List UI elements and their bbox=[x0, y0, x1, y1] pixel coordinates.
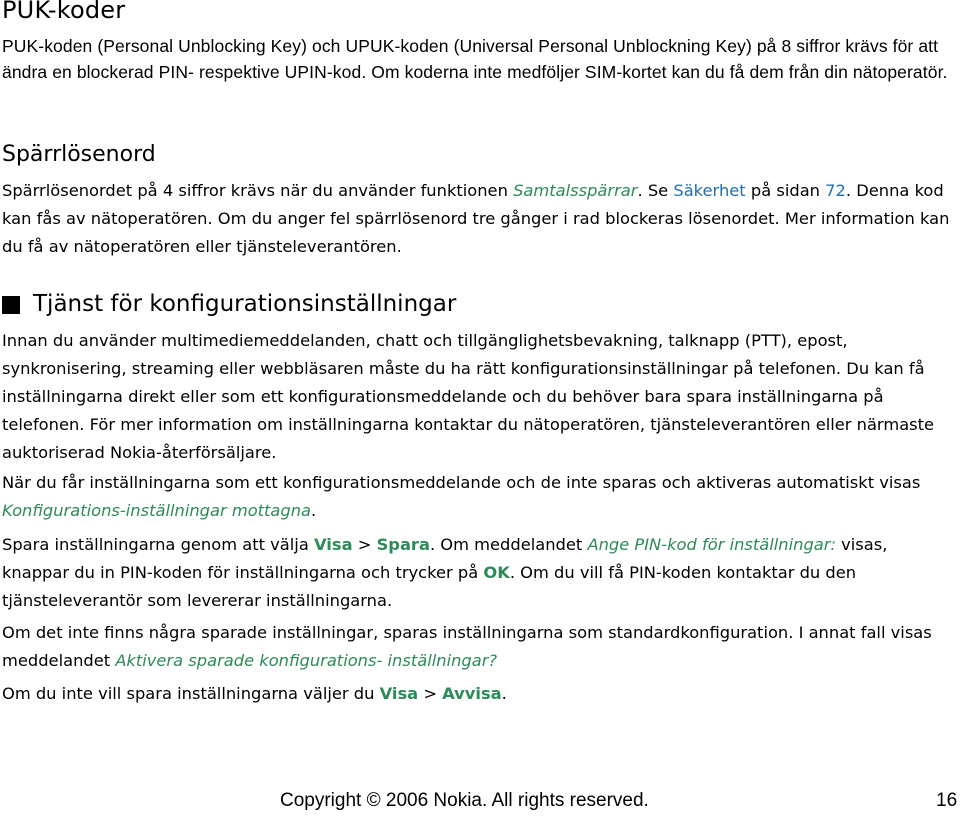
p4-text-a: Om det inte finns några sparade inställningar, sparas inställningarna som standardkonfiguration. I annat fall visas meddelandet bbox=[2, 623, 932, 670]
config-paragraph-1: Innan du använder multimediemeddelanden, chatt och tillgänglighetsbevakning, talknapp (PTT), epost, synkronisering, streaming eller webbläsaren måste du ha rätt konfigurationsinställningar på telefonen. Du kan få inställningarna direkt eller som ett konfigurationsmeddelande och du behöver bara spara inställningarna på telefonen. För mer information om inställningarna kontaktar du nätoperatören, tjänsteleverantören eller närmaste auktoriserad Nokia-återförsäljare. bbox=[2, 331, 935, 462]
view-option: Visa bbox=[313, 535, 353, 554]
black-square-icon bbox=[2, 296, 20, 314]
p5-text-a: Om du inte vill spara inställningarna väljer du bbox=[2, 684, 380, 703]
p3-text-c: visas, knappar du in PIN-koden för inställningarna och trycker på bbox=[2, 535, 888, 582]
config-received-message: Konfigurations-inställningar mottagna bbox=[2, 501, 312, 520]
p3-text-d: . Om du vill få PIN-koden kontaktar du den tjänsteleverantör som levererar inställningarna. bbox=[2, 563, 857, 610]
barring-heading: Spärrlösenord bbox=[2, 142, 156, 167]
config-paragraph-4 bbox=[2, 619, 954, 675]
p2-text-b: . bbox=[311, 501, 317, 520]
p5-separator: > bbox=[418, 684, 443, 703]
barring-paragraph bbox=[2, 177, 952, 261]
p3-separator: > bbox=[352, 535, 377, 554]
puk-heading: PUK-koder bbox=[2, 0, 126, 24]
page-number: 16 bbox=[936, 790, 958, 811]
enter-pin-message: Ange PIN-kod för inställningar: bbox=[587, 535, 836, 554]
config-heading: Tjänst för konfigurationsinställningar bbox=[33, 291, 457, 317]
reject-option: Avvisa bbox=[442, 684, 502, 703]
config-paragraph-3 bbox=[2, 531, 954, 615]
config-section-header bbox=[2, 291, 456, 317]
p3-text-b: . Om meddelandet bbox=[429, 535, 588, 554]
barring-text-2: . Se bbox=[637, 181, 674, 200]
barring-text-1: Spärrlösenordet på 4 siffror krävs när du använder funktionen bbox=[2, 181, 514, 200]
p2-text-a: När du får inställningarna som ett konfigurationsmeddelande och de inte sparas och aktiveras automatiskt visas bbox=[2, 473, 921, 492]
barring-text-3: på sidan bbox=[745, 181, 826, 200]
copyright-footer: Copyright © 2006 Nokia. All rights reserved. bbox=[280, 790, 649, 811]
view-option-2: Visa bbox=[379, 684, 419, 703]
save-option: Spara bbox=[376, 535, 430, 554]
security-link[interactable]: Säkerhet bbox=[673, 181, 746, 200]
p3-text-a: Spara inställningarna genom att välja bbox=[2, 535, 314, 554]
call-barring-function-term: Samtalsspärrar bbox=[513, 181, 638, 200]
p5-text-b: . bbox=[501, 684, 507, 703]
barring-text-4: . Denna kod kan fås av nätoperatören. Om du anger fel spärrlösenord tre gånger i rad blockeras lösenordet. Mer information kan du få av nätoperatören eller tjänsteleverantören. bbox=[2, 181, 950, 256]
config-paragraph-2 bbox=[2, 469, 954, 525]
activate-saved-message: Aktivera sparade konfigurations- inställningar? bbox=[115, 651, 498, 670]
puk-paragraph: PUK-koden (Personal Unblocking Key) och UPUK-koden (Universal Personal Unblockning Key) på 8 siffror krävs för att ändra en blockerad PIN- respektive UPIN-kod. Om koderna inte medföljer SIM-kortet kan du få dem från din nätoperatör. bbox=[2, 36, 948, 82]
ok-option: OK bbox=[483, 563, 510, 582]
config-paragraph-5 bbox=[2, 680, 954, 708]
page-ref-link[interactable]: 72 bbox=[825, 181, 846, 200]
